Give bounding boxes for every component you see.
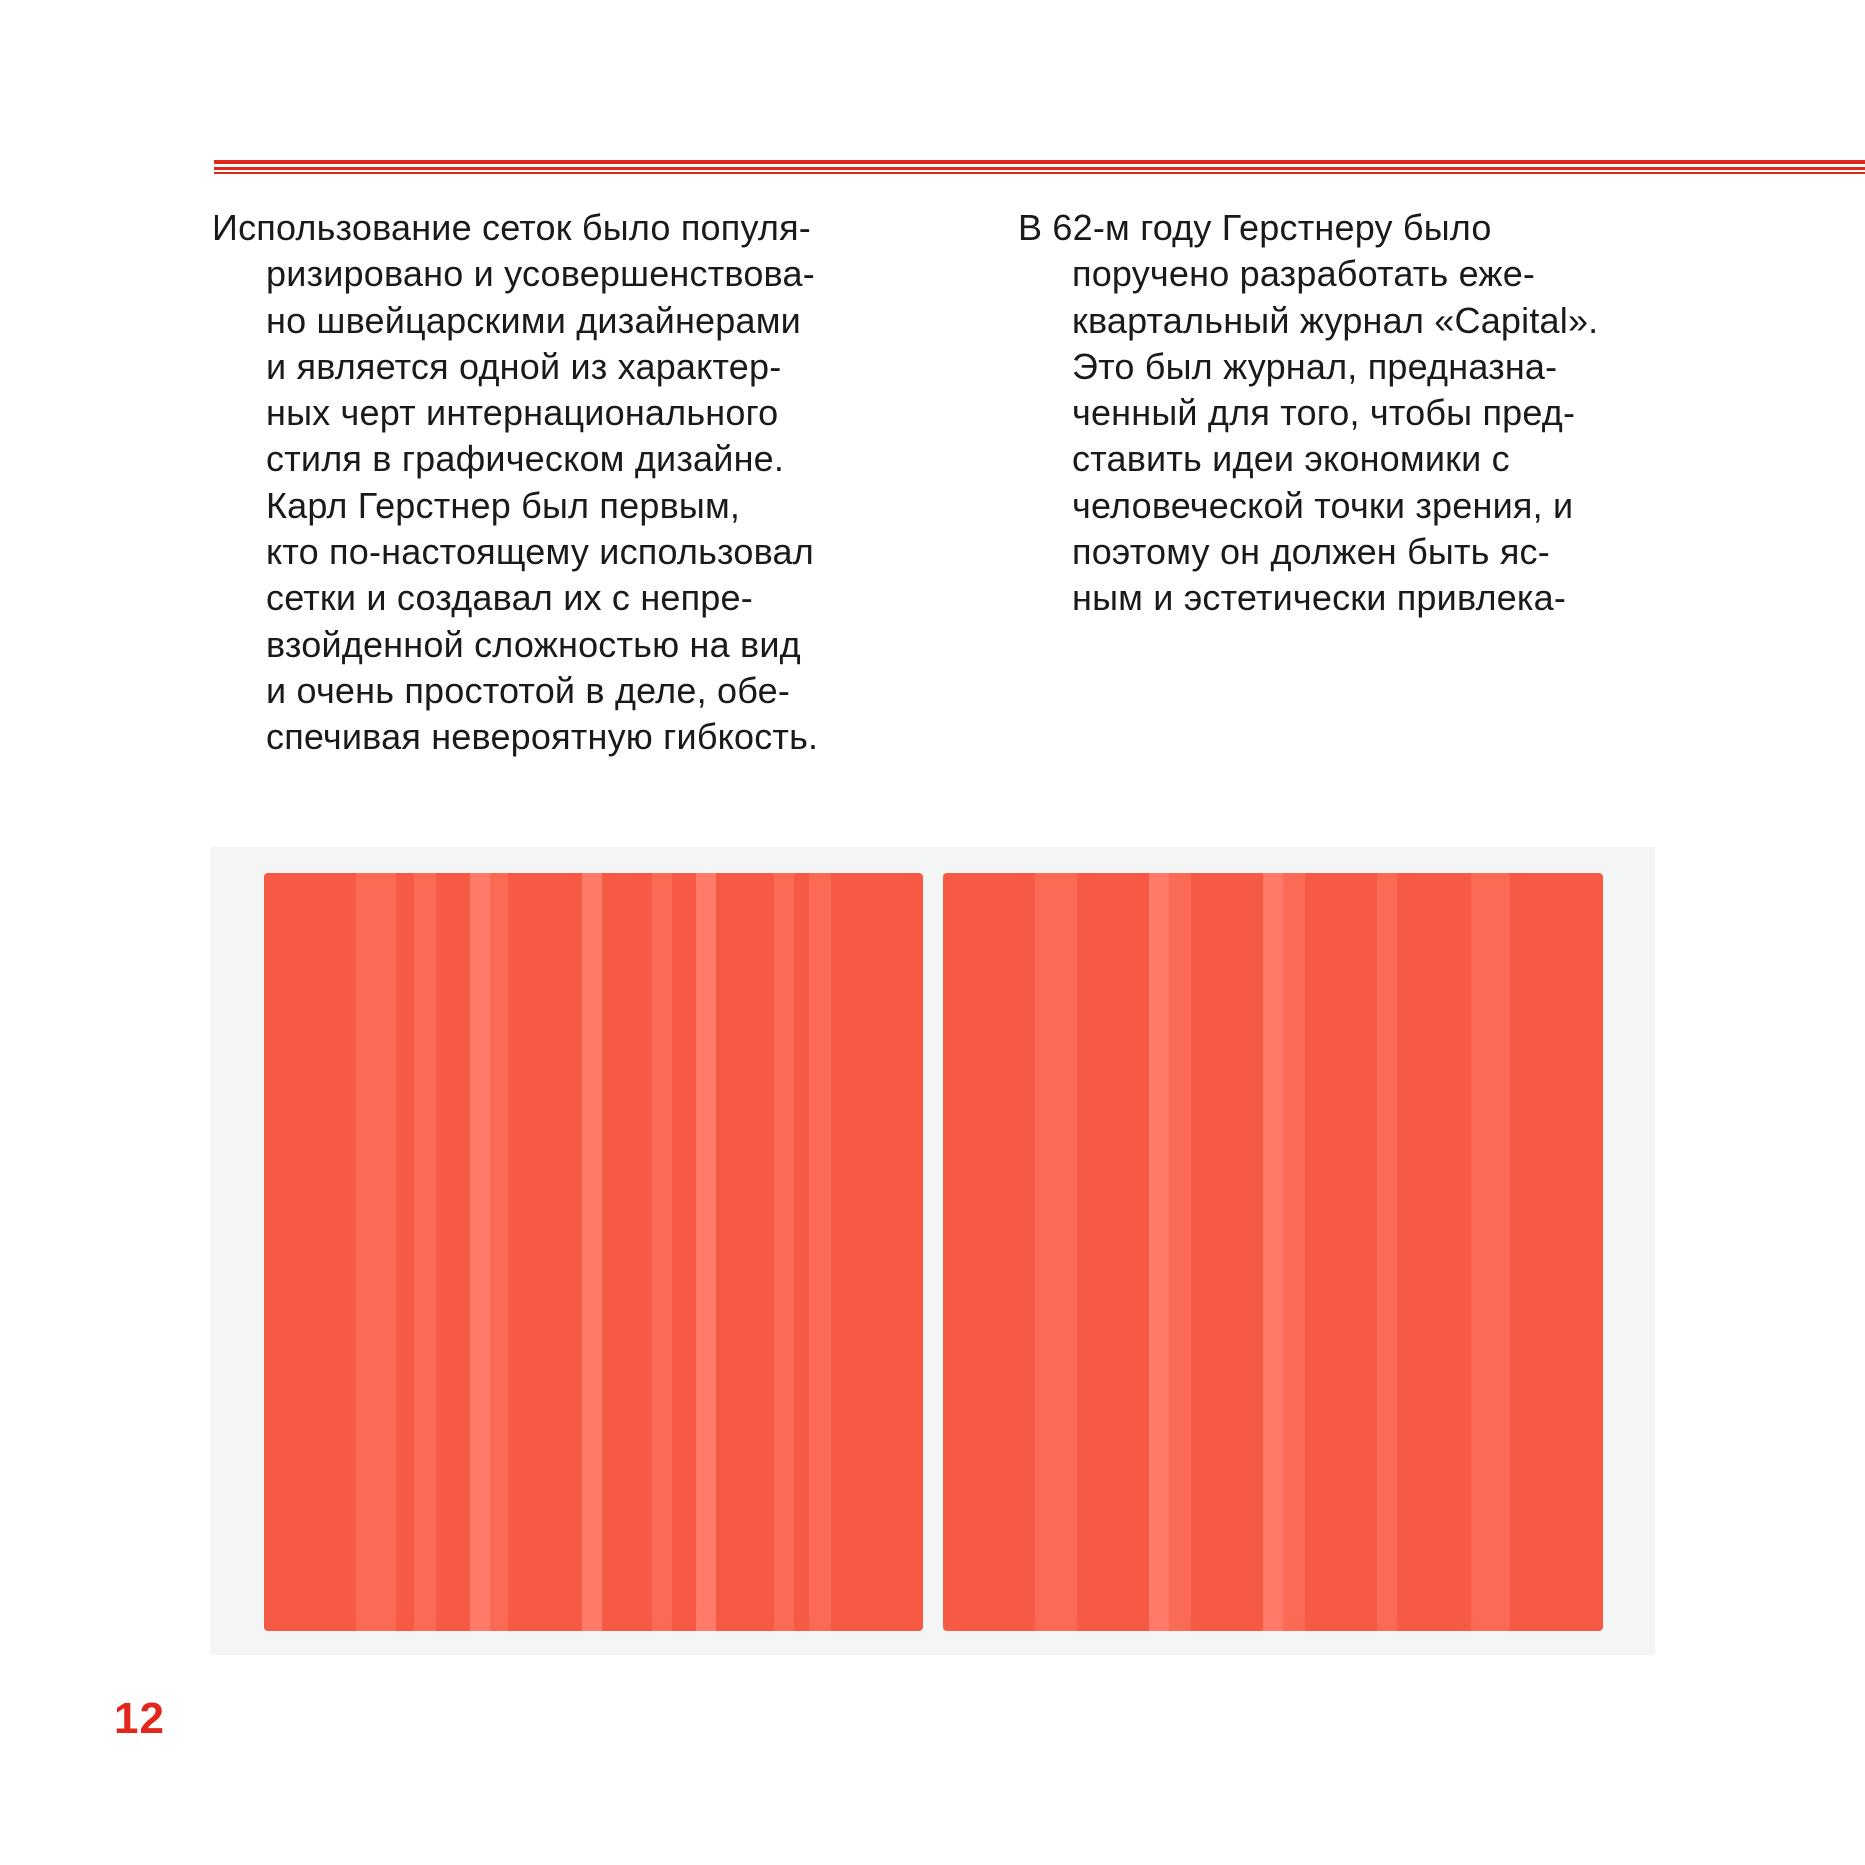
grid-column-band: [1263, 873, 1283, 1631]
text-line: ченный для того, чтобы пред-: [1072, 392, 1576, 434]
grid-illustration: [210, 847, 1655, 1655]
text-line: Это был журнал, предназна-: [1072, 345, 1558, 387]
right-text-column: [1018, 205, 1718, 622]
top-rule-line: [214, 167, 1865, 170]
grid-column-band: [356, 873, 378, 1631]
page-number: 12: [114, 1694, 165, 1743]
grid-column-band: [1488, 873, 1510, 1631]
text-line: и является одной из характер-: [266, 345, 782, 387]
text-line: Карл Герстнер был первым,: [266, 484, 741, 526]
grid-column-band: [1035, 873, 1055, 1631]
grid-column-band: [1169, 873, 1191, 1631]
top-rule-line: [214, 160, 1865, 164]
grid-column-band: [582, 873, 602, 1631]
grid-column-band: [1055, 873, 1077, 1631]
grid-column-band: [1283, 873, 1305, 1631]
text-line: и очень простотой в деле, обе-: [266, 669, 791, 711]
text-line: кто по-настоящему использовал: [266, 531, 814, 573]
text-line: сетки и создавал их с непре-: [266, 577, 753, 619]
grid-column-band: [1149, 873, 1169, 1631]
text-line: но швейцарскими дизайнерами: [266, 299, 801, 341]
text-line: человеческой точки зрения, и: [1072, 484, 1574, 526]
top-rule: [214, 160, 1865, 174]
text-line: В 62-м году Герстнеру было: [1018, 207, 1492, 248]
grid-column-band: [470, 873, 490, 1631]
top-rule-line: [214, 172, 1865, 174]
text-line: квартальный журнал «Capital».: [1072, 299, 1599, 341]
grid-column-band: [774, 873, 794, 1631]
text-line: Использование сеток было популя-: [212, 207, 811, 248]
grid-left-page: [264, 873, 923, 1631]
grid-right-page: [943, 873, 1603, 1631]
grid-column-band: [809, 873, 831, 1631]
grid-column-band: [696, 873, 716, 1631]
text-line: ных черт интернационального: [266, 392, 779, 434]
text-line: ставить идеи экономики с: [1072, 438, 1510, 480]
text-line: взойденной сложностью на вид: [266, 623, 801, 665]
text-line: спечивая невероятную гибкость.: [266, 716, 819, 758]
text-line: ризировано и усовершенствова-: [266, 253, 815, 295]
text-line: ным и эстетически привлека-: [1072, 577, 1567, 619]
left-text-column: [212, 205, 932, 761]
grid-column-band: [652, 873, 672, 1631]
grid-column-band: [414, 873, 436, 1631]
grid-column-band: [490, 873, 508, 1631]
grid-column-band: [378, 873, 396, 1631]
text-line: стиля в графическом дизайне.: [266, 438, 785, 480]
grid-column-band: [1377, 873, 1397, 1631]
text-line: поручено разработать еже-: [1072, 253, 1536, 295]
text-line: поэтому он должен быть яс-: [1072, 531, 1550, 573]
